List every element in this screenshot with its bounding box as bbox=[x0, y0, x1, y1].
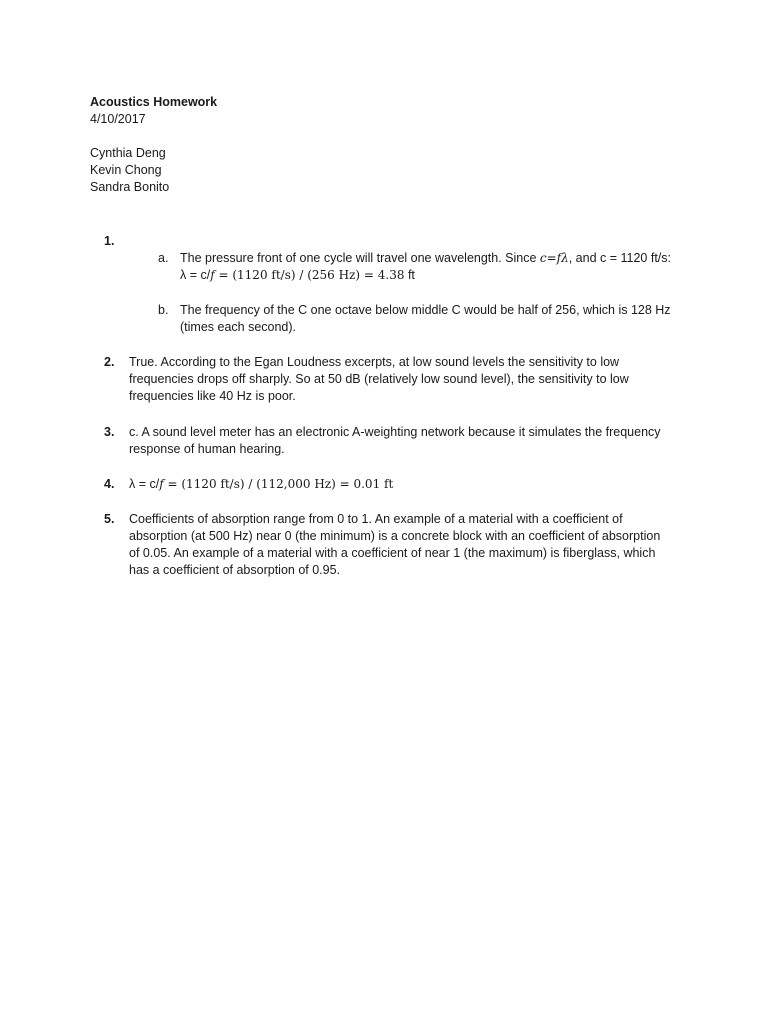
unit-label: ft bbox=[404, 268, 415, 282]
author-name: Kevin Chong bbox=[90, 163, 162, 177]
document-title: Acoustics Homework bbox=[90, 95, 218, 109]
document-date: 4/10/2017 bbox=[90, 112, 146, 126]
subpart-answer: The frequency of the C one octave below middle C would be half of 256, which is 128 Hz (times each second). bbox=[180, 303, 671, 334]
answer-text bbox=[129, 476, 674, 493]
subpart-letter: b. bbox=[158, 303, 169, 317]
question-number: 5. bbox=[104, 512, 115, 526]
subpart-answer bbox=[180, 250, 680, 284]
answer-text: True. According to the Egan Loudness excerpts, at low sound levels the sensitivity to low frequencies drops off sharply. So at 50 dB (relatively low sound level), the sensitivity to low frequencies like 40 Hz is poor. bbox=[129, 355, 629, 403]
question-number: 3. bbox=[104, 425, 115, 439]
frequency-symbol: f bbox=[210, 268, 215, 282]
author-name: Sandra Bonito bbox=[90, 180, 170, 194]
wavelength-calculation: = (1120 ft/s) / (112,000 Hz) = 0.01 ft bbox=[163, 477, 394, 491]
wave-formula: c=fλ bbox=[539, 251, 569, 265]
answer-text: , and c = 1120 ft/s: bbox=[568, 251, 671, 265]
question-number: 4. bbox=[104, 477, 115, 491]
answer-text: c. A sound level meter has an electronic A-weighting network because it simulates the frequency response of human hearing. bbox=[129, 425, 661, 456]
answer-text: Coefficients of absorption range from 0 to 1. An example of a material with a coefficient of absorption (at 500 Hz) near 0 (the minimum) is a concrete block with an coefficient of absorption of 0.05. An example of a material with a coefficient of near 1 (the maximum) is fiberglass, which has a coefficient of absorption of 0.95. bbox=[129, 512, 661, 577]
formula-prefix: λ = c/ bbox=[129, 477, 160, 491]
question-number: 1. bbox=[104, 234, 115, 248]
document-header bbox=[90, 94, 217, 196]
formula-prefix: λ = c/ bbox=[180, 268, 211, 282]
author-list bbox=[90, 145, 217, 196]
subpart-letter: a. bbox=[158, 251, 169, 265]
wavelength-calculation: = (1120 ft/s) / (256 Hz) = 4.38 bbox=[214, 268, 405, 282]
author-name: Cynthia Deng bbox=[90, 146, 166, 160]
question-number: 2. bbox=[104, 355, 115, 369]
frequency-symbol: f bbox=[159, 477, 164, 491]
answer-text: The pressure front of one cycle will travel one wavelength. Since bbox=[180, 251, 540, 265]
